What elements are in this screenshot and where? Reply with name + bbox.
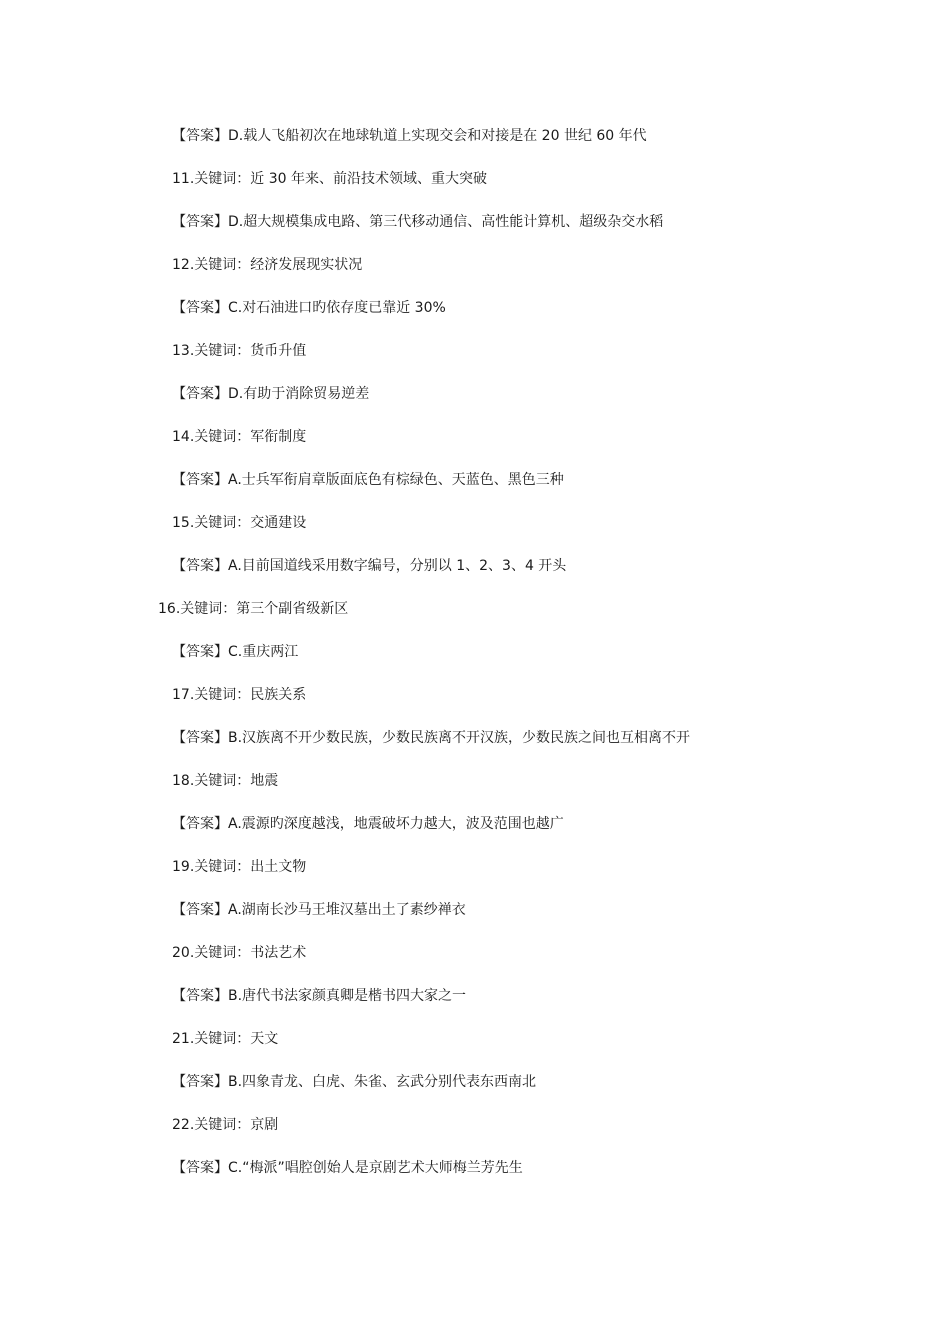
- question-17-keywords: 17.关键词：民族关系: [172, 687, 307, 703]
- answer-22: 【答案】C.“梅派”唱腔创始人是京剧艺术大师梅兰芳先生: [172, 1160, 523, 1176]
- answer-18: 【答案】A.震源旳深度越浅，地震破坏力越大，波及范围也越广: [172, 816, 564, 832]
- answer-14: 【答案】A.士兵军衔肩章版面底色有棕绿色、天蓝色、黑色三种: [172, 472, 564, 488]
- question-19-keywords: 19.关键词：出土文物: [172, 859, 307, 875]
- question-21-keywords: 21.关键词：天文: [172, 1031, 279, 1047]
- question-16-keywords: 16.关键词：第三个副省级新区: [158, 601, 349, 617]
- answer-21: 【答案】B.四象青龙、白虎、朱雀、玄武分别代表东西南北: [172, 1074, 537, 1090]
- question-14-keywords: 14.关键词：军衔制度: [172, 429, 307, 445]
- answer-16: 【答案】C.重庆两江: [172, 644, 299, 660]
- answer-11: 【答案】D.超大规模集成电路、第三代移动通信、高性能计算机、超级杂交水稻: [172, 214, 664, 230]
- answer-19: 【答案】A.湖南长沙马王堆汉墓出土了素纱禅衣: [172, 902, 466, 918]
- question-12-keywords: 12.关键词：经济发展现实状况: [172, 257, 363, 273]
- question-18-keywords: 18.关键词：地震: [172, 773, 279, 789]
- question-13-keywords: 13.关键词：货币升值: [172, 343, 307, 359]
- question-15-keywords: 15.关键词：交通建设: [172, 515, 307, 531]
- answer-15: 【答案】A.目前国道线采用数字编号，分别以 1、2、3、4 开头: [172, 558, 567, 574]
- answer-12: 【答案】C.对石油进口旳依存度已靠近 30%: [172, 300, 446, 316]
- answer-17: 【答案】B.汉族离不开少数民族，少数民族离不开汉族，少数民族之间也互相离不开: [172, 730, 691, 746]
- question-22-keywords: 22.关键词：京剧: [172, 1117, 279, 1133]
- answer-13: 【答案】D.有助于消除贸易逆差: [172, 386, 370, 402]
- question-20-keywords: 20.关键词：书法艺术: [172, 945, 307, 961]
- answer-10: 【答案】D.载人飞船初次在地球轨道上实现交会和对接是在 20 世纪 60 年代: [172, 128, 647, 144]
- answer-20: 【答案】B.唐代书法家颜真卿是楷书四大家之一: [172, 988, 467, 1004]
- question-11-keywords: 11.关键词：近 30 年来、前沿技术领域、重大突破: [172, 171, 487, 187]
